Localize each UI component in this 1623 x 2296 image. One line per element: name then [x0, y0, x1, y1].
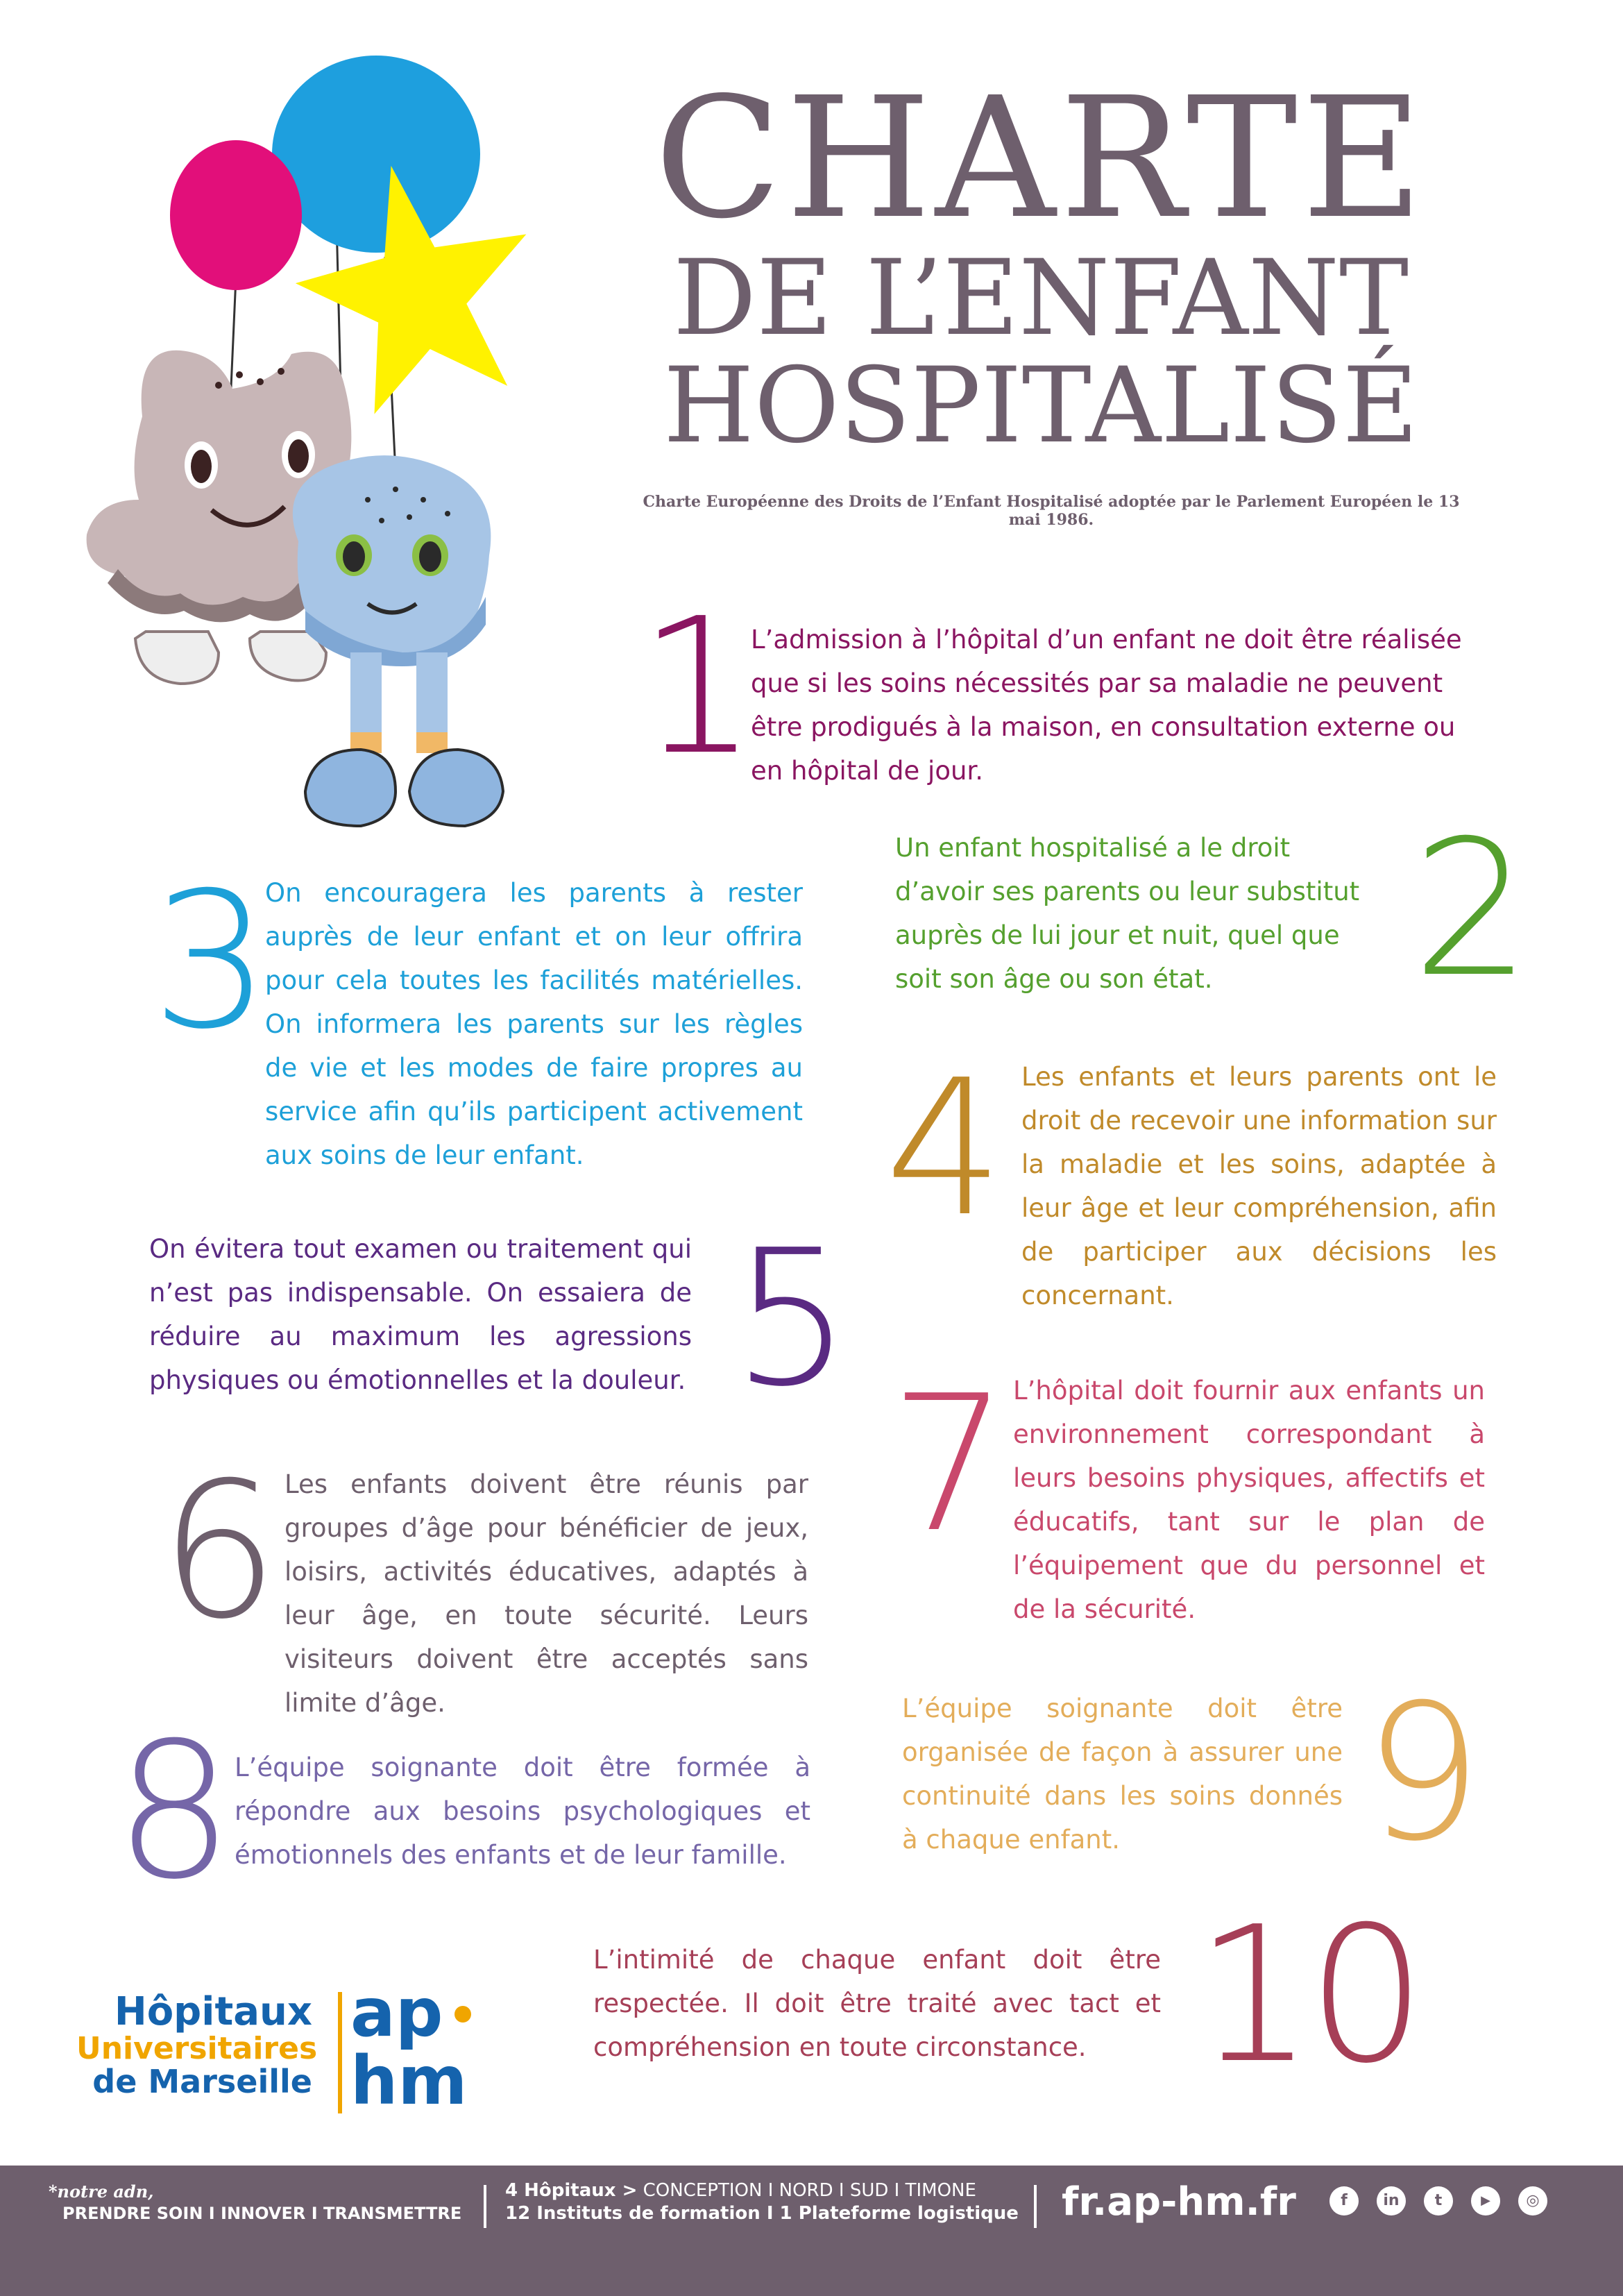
article-text-6: Les enfants doivent être réunis par groupes d’âge pour bénéficier de jeux, loisirs, activités éducatives, adaptés à leur âge, en toute sécurité. Leurs visiteurs doivent être acceptés sans limite d’âge. — [284, 1469, 808, 1718]
article-text-1: L’admission à l’hôpital d’un enfant ne doit être réalisée que si les soins nécessités par sa maladie ne peuvent être prodigués à la maison, en consultation externe ou en hôpital de jour. — [751, 625, 1462, 786]
article-text-5: On évitera tout examen ou traitement qui n’est pas indispensable. On essaiera de réduire au maximum les agressions physiques ou émotionnelles et la douleur. — [149, 1234, 692, 1395]
logo-text-hopitaux: Hôpitaux — [114, 1989, 312, 2034]
article-number-8: 8 — [114, 1702, 234, 1921]
logo-dot-icon — [454, 2006, 471, 2023]
facebook-icon[interactable]: f — [1329, 2186, 1359, 2215]
article-number-4: 4 — [885, 1039, 1004, 1258]
logo-mark-hm: hm — [350, 2042, 468, 2120]
charter-subtitle: Charte Européenne des Droits de l’Enfant Hospitalisé adoptée par le Parlement Européen le 13 mai 1986. — [643, 493, 1460, 529]
logo-text-marseille: de Marseille — [92, 2062, 312, 2100]
article-number-10: 10 — [1195, 1886, 1420, 2104]
blue-monster-icon — [293, 455, 503, 826]
footer-separator — [1034, 2185, 1037, 2228]
website-link[interactable]: fr.ap-hm.fr — [1062, 2179, 1296, 2225]
logo-text-universitaires: Universitaires — [76, 2030, 318, 2066]
logo-mark-ap: ap — [350, 1974, 443, 2052]
footer-tagline: PRENDRE SOIN I INNOVER I TRANSMETTRE — [62, 2204, 462, 2223]
article-text-7: L’hôpital doit fournir aux enfants un environnement correspondant à leurs besoins physiques, affectifs et éducatifs, tant sur le plan de l’équipement que du personnel et de la sécurité. — [1013, 1376, 1485, 1624]
title-line-2: DE L’ENFANT — [672, 238, 1409, 359]
article-text-10: L’intimité de chaque enfant doit être respectée. Il doit être traité avec tact et compréhension en toute circonstance. — [593, 1945, 1161, 2062]
linkedin-icon[interactable]: in — [1377, 2186, 1406, 2215]
article-number-5: 5 — [732, 1209, 851, 1428]
article-number-7: 7 — [890, 1355, 1009, 1573]
article-text-3: On encouragera les parents à rester auprès de leur enfant et on leur offrira pour cela toutes les facilités matérielles. On informera les parents sur les règles de vie et les modes de faire propres au service afin qu’ils participent activement aux soins de leur enfant. — [265, 878, 803, 1170]
twitter-icon[interactable]: t — [1424, 2186, 1453, 2215]
footer-sites-prefix: 4 Hôpitaux > — [505, 2180, 638, 2201]
article-number-6: 6 — [160, 1442, 279, 1660]
article-text-8: L’équipe soignante doit être formée à répondre aux besoins psychologiques et émotionnels des enfants et de leur famille. — [235, 1753, 810, 1870]
article-text-9: L’équipe soignante doit être organisée de façon à assurer une continuité dans les soins donnés à chaque enfant. — [902, 1694, 1343, 1855]
blue-balloon-icon — [272, 56, 480, 253]
title-line-1: CHARTE — [654, 61, 1427, 255]
title-line-3: HOSPITALISÉ — [663, 346, 1418, 466]
logo-divider — [338, 1992, 342, 2113]
article-text-4: Les enfants et leurs parents ont le droit de recevoir une information sur la maladie et les soins, adaptée à leur âge et leur compréhension, afin de participer aux décisions les concernant. — [1021, 1062, 1497, 1310]
instagram-icon[interactable]: ◎ — [1518, 2186, 1547, 2215]
footer-tagline-label: *notre adn, — [49, 2181, 154, 2202]
article-number-1: 1 — [638, 577, 758, 796]
mascots-illustration — [69, 56, 569, 840]
article-number-9: 9 — [1363, 1664, 1483, 1882]
footer-sites-list: CONCEPTION I NORD I SUD I TIMONE — [643, 2180, 976, 2201]
footer-institutes: 12 Instituts de formation I 1 Plateforme logistique — [505, 2203, 1019, 2224]
pink-balloon-icon — [170, 140, 302, 290]
balloon-string — [230, 278, 236, 403]
article-number-2: 2 — [1412, 800, 1531, 1018]
article-number-3: 3 — [151, 852, 271, 1070]
article-text-2: Un enfant hospitalisé a le droit d’avoir ses parents ou leur substitut auprès de lui jour et nuit, quel que soit son âge ou son état. — [895, 833, 1360, 994]
footer-separator — [484, 2185, 486, 2228]
youtube-icon[interactable]: ▶ — [1471, 2186, 1500, 2215]
